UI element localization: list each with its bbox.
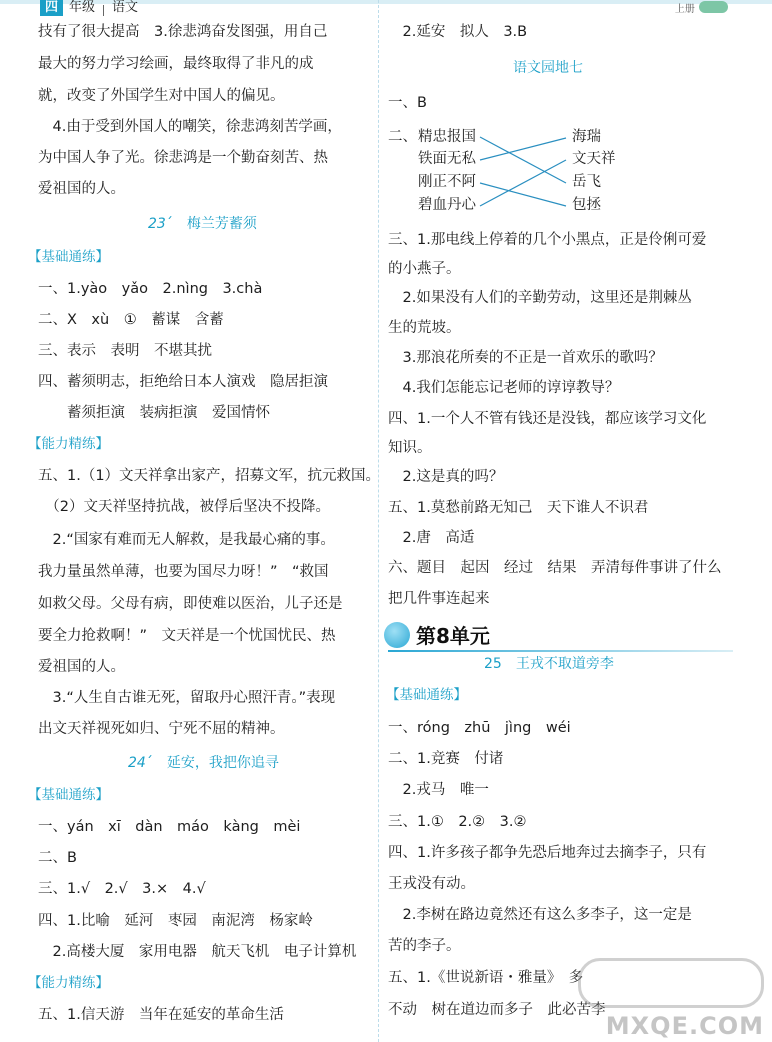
unit-title: 第8单元 bbox=[416, 624, 490, 648]
answer-line: 四、蓄须明志，拒绝给日本人演戏 隐居拒演 bbox=[38, 374, 328, 390]
answer-line: 三、1.① 2.② 3.② bbox=[388, 814, 527, 830]
answer-line: 一、róng zhū jìng wéi bbox=[388, 720, 571, 736]
unit-bubble-icon bbox=[384, 622, 410, 648]
lesson-24-heading: 24ˊ 延安，我把你追寻 bbox=[128, 755, 279, 771]
match-left-item: 刚正不阿 bbox=[418, 174, 476, 190]
answer-line: 二、B bbox=[38, 850, 77, 866]
answer-line: 三、1.那电线上停着的几个小黑点，正是伶俐可爱 bbox=[388, 232, 707, 248]
match-line bbox=[480, 138, 566, 160]
answer-line: 六、题目 起因 经过 结果 弄清每件事讲了什么 bbox=[388, 560, 722, 576]
lesson-title: 延安，我把你追寻 bbox=[166, 755, 279, 771]
answer-line: 苦的李子。 bbox=[388, 938, 461, 954]
answer-line: 要全力抢救啊！” 文天祥是一个忧国忧民、热 bbox=[38, 628, 336, 644]
answer-line: 的小燕子。 bbox=[388, 261, 461, 277]
answer-line: 2.这是真的吗？ bbox=[388, 469, 504, 485]
answer-line: 五、1.《世说新语・雅量》 多 bbox=[388, 970, 584, 986]
answer-line: 出文天祥视死如归、宁死不屈的精神。 bbox=[38, 721, 285, 737]
garden-heading: 语文园地七 bbox=[513, 60, 583, 76]
grade-label: 年级 bbox=[69, 0, 96, 15]
answer-line: 四、1.一个人不管有钱还是没钱，都应该学习文化 bbox=[388, 411, 707, 427]
unit-banner bbox=[384, 620, 490, 649]
match-line bbox=[480, 137, 566, 183]
answer-line: 一、yán xī dàn máo kàng mèi bbox=[38, 819, 301, 835]
page-header bbox=[40, 0, 144, 16]
section-label: 【基础通练】 bbox=[28, 787, 109, 803]
answer-line: 2.“国家有难而无人解救，是我最心痛的事。 bbox=[38, 532, 335, 548]
answer-line: 我力量虽然单薄，也要为国尽力呀！” “救国 bbox=[38, 564, 329, 580]
lesson-number: 25 bbox=[484, 656, 502, 672]
match-right-item: 包拯 bbox=[572, 197, 601, 213]
section-label: 【基础通练】 bbox=[28, 249, 109, 265]
answer-line: 三、表示 表明 不堪其扰 bbox=[38, 343, 212, 359]
answer-line: 2.高楼大厦 家用电器 航天飞机 电子计算机 bbox=[38, 944, 357, 960]
answer-line: 二、X xù ① 蓄谋 含蓄 bbox=[38, 312, 224, 328]
match-line bbox=[480, 183, 566, 206]
answer-line: 如救父母。父母有病，即使难以医治，儿子还是 bbox=[38, 596, 343, 612]
answer-line: 2.延安 拟人 3.B bbox=[388, 24, 528, 40]
answer-line: 蓄须拒演 装病拒演 爱国情怀 bbox=[38, 405, 270, 421]
answer-line: 2.如果没有人们的辛勤劳动，这里还是荆棘丛 bbox=[388, 290, 692, 306]
match-line bbox=[480, 160, 566, 206]
match-left-item: 碧血丹心 bbox=[418, 197, 476, 213]
section-label: 【基础通练】 bbox=[386, 687, 467, 703]
watermark-text: MXQE.COM bbox=[605, 1012, 764, 1040]
answer-line: 五、1.莫愁前路无知己 天下谁人不识君 bbox=[388, 500, 649, 516]
answer-line: 4.我们怎能忘记老师的谆谆教导？ bbox=[388, 380, 620, 396]
watermark-logo bbox=[578, 958, 764, 1008]
answer-line: 三、1.√ 2.√ 3.× 4.√ bbox=[38, 881, 206, 897]
answer-line: 爱祖国的人。 bbox=[38, 659, 125, 675]
answer-line: （2）文天祥坚持抗战，被俘后坚决不投降。 bbox=[38, 499, 330, 515]
match-right-item: 海瑞 bbox=[572, 129, 601, 145]
match-right-item: 岳飞 bbox=[572, 174, 601, 190]
subject-label: 语文 bbox=[112, 0, 139, 15]
answer-line: 4.由于受到外国人的嘲笑，徐悲鸿刻苦学画， bbox=[38, 119, 342, 135]
matching-prefix: 二、 bbox=[388, 129, 417, 145]
answer-line: 就，改变了外国学生对中国人的偏见。 bbox=[38, 88, 285, 104]
answer-line: 五、1.信天游 当年在延安的革命生活 bbox=[38, 1007, 284, 1023]
lesson-23-heading: 23ˊ 梅兰芳蓄须 bbox=[148, 216, 257, 232]
answer-line: 把几件事连起来 bbox=[388, 591, 490, 607]
answer-line: 为中国人争了光。徐悲鸿是一个勤奋刻苦、热 bbox=[38, 150, 328, 166]
match-left-item: 精忠报国 bbox=[418, 129, 476, 145]
column-divider bbox=[378, 0, 379, 1042]
section-label: 【能力精练】 bbox=[28, 975, 109, 991]
answer-line: 四、1.许多孩子都争先恐后地奔过去摘李子，只有 bbox=[388, 845, 707, 861]
answer-line: 2.戎马 唯一 bbox=[388, 782, 489, 798]
section-label: 【能力精练】 bbox=[28, 436, 109, 452]
match-right-item: 文天祥 bbox=[572, 151, 616, 167]
answer-line: 不动 树在道边而多子 此必苦李 bbox=[388, 1002, 606, 1018]
answer-line: 3.“人生自古谁无死，留取丹心照汗青。”表现 bbox=[38, 690, 336, 706]
unit-rule bbox=[388, 650, 733, 652]
lesson-25-heading bbox=[484, 654, 614, 674]
answer-line: 王戎没有动。 bbox=[388, 876, 475, 892]
lesson-title: 王戎不取道旁李 bbox=[515, 656, 614, 672]
lesson-title: 梅兰芳蓄须 bbox=[186, 216, 257, 232]
lesson-number: 24 bbox=[128, 755, 146, 771]
matching-lines bbox=[388, 0, 733, 230]
answer-line: 一、1.yào yǎo 2.nìng 3.chà bbox=[38, 281, 263, 297]
answer-line: 最大的努力学习绘画，最终取得了非凡的成 bbox=[38, 56, 314, 72]
volume-label: 上册 bbox=[674, 3, 695, 15]
answer-line: 技有了很大提高 3.徐悲鸿奋发图强，用自己 bbox=[38, 24, 328, 40]
answer-line: 知识。 bbox=[388, 440, 432, 456]
answer-line: 3.那浪花所奏的不正是一首欢乐的歌吗？ bbox=[388, 350, 663, 366]
answer-line: 五、1.（1）文天祥拿出家产，招募文军，抗元救国。 bbox=[38, 468, 381, 484]
answer-line: 一、B bbox=[388, 95, 427, 111]
answer-line: 爱祖国的人。 bbox=[38, 181, 125, 197]
watermark bbox=[572, 952, 772, 1042]
answer-line: 二、1.竞赛 付诸 bbox=[388, 751, 504, 767]
grade-badge: 四 bbox=[40, 0, 63, 16]
answer-line: 四、1.比喻 延河 枣园 南泥湾 杨家岭 bbox=[38, 913, 313, 929]
answer-line: 2.唐 高适 bbox=[388, 530, 475, 546]
match-left-item: 铁面无私 bbox=[418, 151, 476, 167]
lesson-number: 23 bbox=[148, 216, 166, 232]
answer-line: 2.李树在路边竟然还有这么多李子，这一定是 bbox=[388, 907, 692, 923]
answer-line: 生的荒坡。 bbox=[388, 320, 461, 336]
